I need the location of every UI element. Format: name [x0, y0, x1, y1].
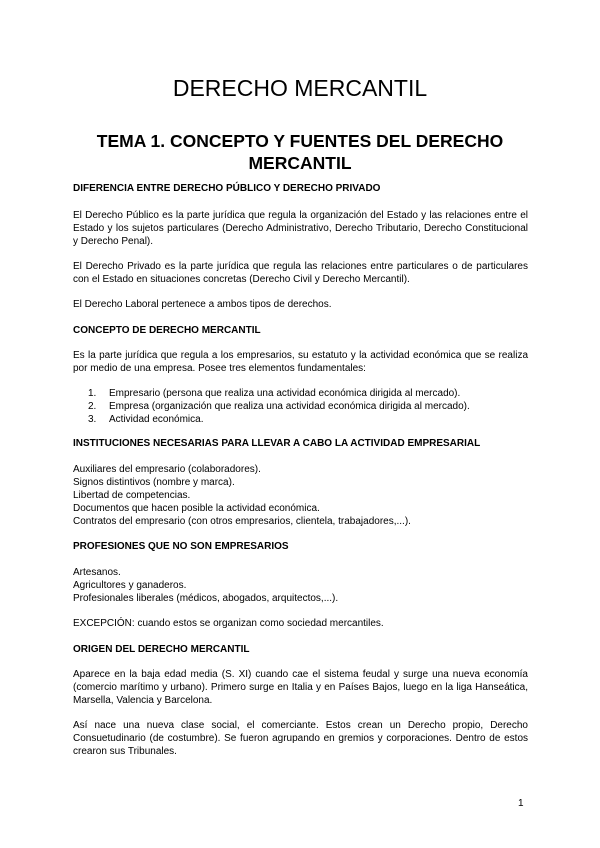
section-heading-institutions: INSTITUCIONES NECESARIAS PARA LLEVAR A CABO LA ACTIVIDAD EMPRESARIAL: [73, 438, 481, 449]
list-item-number: 2.: [88, 401, 97, 412]
paragraph-concept: Es la parte jurídica que regula a los empresarios, su estatuto y la actividad económica que se realiza por medio de una empresa. Posee tres elementos fundamentales:: [73, 350, 528, 374]
paragraph-private-law: El Derecho Privado es la parte jurídica que regula las relaciones entre particulares o de particulares con el Estado en situaciones concretas (Derecho Civil y Derecho Mercantil).: [73, 261, 528, 285]
list-item: [88, 413, 528, 426]
list-line: Signos distintivos (nombre y marca).: [73, 477, 235, 488]
list-item-number: 1.: [88, 388, 97, 399]
section-heading-origin: ORIGEN DEL DERECHO MERCANTIL: [73, 644, 250, 655]
list-item-text: Empresario (persona que realiza una actividad económica dirigida al mercado).: [109, 388, 461, 399]
paragraph-public-law: El Derecho Público es la parte jurídica que regula la organización del Estado y las relaciones entre el Estado y los sujetos particulares (Derecho Administrativo, Derecho Tributario, Derecho Constitucional y Derecho Penal).: [73, 210, 528, 247]
list-item-number: 3.: [88, 414, 97, 425]
paragraph-origin-1: Aparece en la baja edad media (S. XI) cuando cae el sistema feudal y surge una nueva economía (comercio marítimo y urbano). Primero surge en Italia y en Países Bajos, luego en la liga Hanseática, Marsella, Valencia y Barcelona.: [73, 669, 528, 706]
list-item: [88, 400, 528, 413]
list-line: Profesionales liberales (médicos, abogados, arquitectos,...).: [73, 593, 339, 604]
list-item-text: Actividad económica.: [109, 414, 204, 425]
list-line: Agricultores y ganaderos.: [73, 580, 187, 591]
section-heading-concept: CONCEPTO DE DERECHO MERCANTIL: [73, 325, 261, 336]
list-line: Artesanos.: [73, 567, 121, 578]
list-line: Libertad de competencias.: [73, 490, 191, 501]
topic-title: TEMA 1. CONCEPTO Y FUENTES DEL DERECHO MERCANTIL: [96, 131, 504, 173]
list-line: Auxiliares del empresario (colaboradores).: [73, 464, 261, 475]
list-line: Documentos que hacen posible la actividad económica.: [73, 503, 320, 514]
section-heading-professions: PROFESIONES QUE NO SON EMPRESARIOS: [73, 541, 289, 552]
section-heading-public-private: DIFERENCIA ENTRE DERECHO PÚBLICO Y DERECHO PRIVADO: [73, 183, 381, 194]
exception-note: EXCEPCIÓN: cuando estos se organizan como sociedad mercantiles.: [73, 618, 384, 629]
list-item: [88, 387, 528, 400]
paragraph-labor-law: El Derecho Laboral pertenece a ambos tipos de derechos.: [73, 299, 332, 310]
elements-list: [88, 387, 528, 426]
paragraph-origin-2: Así nace una nueva clase social, el comerciante. Estos crean un Derecho propio, Derecho Consuetudinario (de costumbre). Se fueron agrupando en gremios y corporaciones. Dentro de estos crearon sus Tribunales.: [73, 720, 528, 757]
list-item-text: Empresa (organización que realiza una actividad económica dirigida al mercado).: [109, 401, 470, 412]
page-number: 1: [518, 798, 524, 809]
list-line: Contratos del empresario (con otros empresarios, clientela, trabajadores,...).: [73, 516, 411, 527]
document-title: DERECHO MERCANTIL: [172, 75, 428, 101]
